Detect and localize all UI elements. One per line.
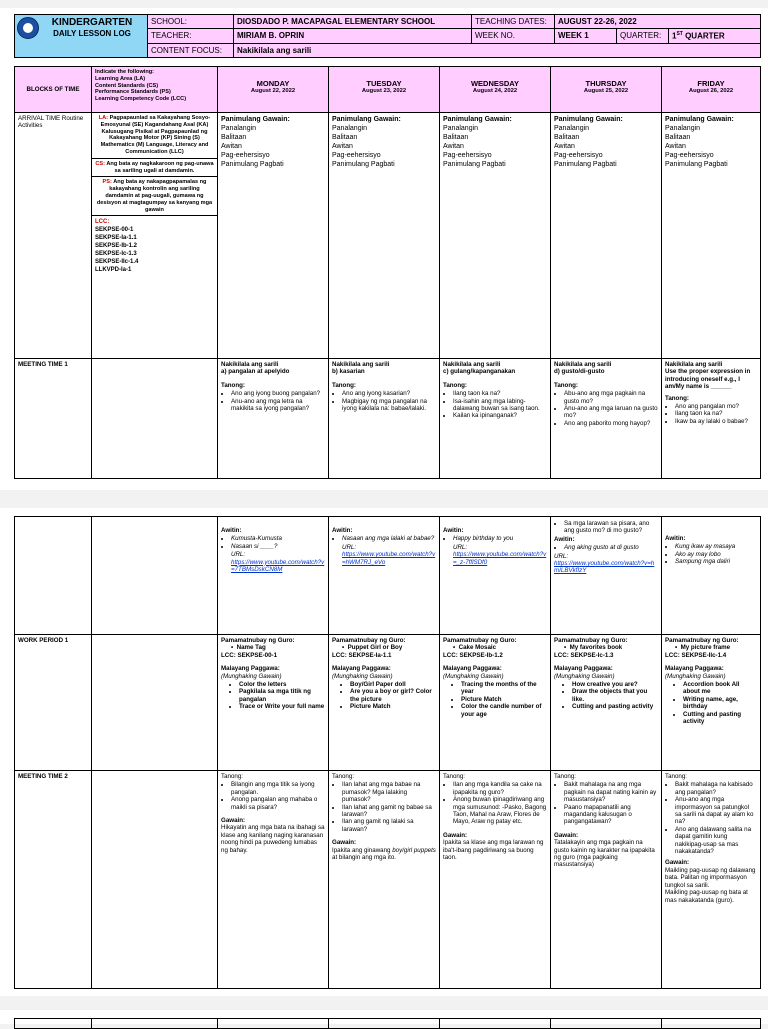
header-table (14, 14, 761, 58)
teaching-dates-value: AUGUST 22-26, 2022 (555, 15, 761, 29)
awitin-wednesday: Awitin: • Happy birthday to you URL: https://www.youtube.com/watch?v=_z-7fflSDf0 (440, 517, 551, 635)
routine-thursday: Panimulang Gawain: Panalangin Balitaan Awitan Pag-eehersisyo Panimulang Pagbati (551, 113, 662, 359)
song-link-monday[interactable]: https://www.youtube.com/watch?v=7TBMsDskCN8M (231, 558, 325, 574)
meeting1-friday: Nakikilala ang sarili Use the proper expression in introducing oneself e.g., I am/My name is ______ Tanong: • Ano ang pangalan mo? • Ilang taon ka na? • Ikaw ba ay lalaki o babae? (662, 359, 761, 479)
quarter-label: QUARTER: (617, 29, 669, 44)
day-header-tuesday: TUESDAY August 23, 2022 (329, 67, 440, 113)
meeting2-wednesday: Tanong: • Ilan ang mga kandila sa cake na ipapakita ng guro? • Anong buwan ipinagdiriwang ang mga sumusunod: -Pasko, Bagong Taon, Mahal na Araw, Flores de Mayo, Araw ng patay etc. Gawain: Ipakita sa klase ang mga larawan ng iba't-ibang pagdiriwang sa buong taon. (440, 771, 551, 989)
meeting2-standards-cell (92, 771, 218, 989)
meeting2-friday: Tanong: • Bakit mahalaga na kabisado ang pangalan? • Anu-ano ang mga impormasyon sa patungkol sa sarili na dapat ay alam ko na? • Ano ang dalawang salita na dapat gamitin kung nakikipag-usap sa mas nakakatanda? Gawain: Maikling pag-uusap ng dalawang bata. Palitan ng impormasyon tungkol sa sarili. Maikling pag-uusap ng bata at mas nakakatanda (guro). (662, 771, 761, 989)
meeting1-standards-cell (92, 359, 218, 479)
day-header-monday: MONDAY August 22, 2022 (218, 67, 329, 113)
meeting1-wednesday: Nakikilala ang sarili c) gulang/kapanganakan Tanong: • Ilang taon ka na? • Isa-isahin ang mga labing-dalawang buwan sa isang taon. • Kailan ka ipinanganak? (440, 359, 551, 479)
awitin-friday: Awitin: • Kung ikaw ay masaya • Ako ay may lobo • Sampung mga daliri (662, 517, 761, 635)
awitin-standards-cell (92, 517, 218, 635)
lcc-list: LCC: SEKPSE-00-1 SEKPSE-Ia-1.1 SEKPSE-Ib-1.2 SEKPSE-Ic-1.3 SEKPSE-IIc-1.4 LLKVPD-Ia-1 (95, 219, 139, 274)
day-header-thursday: THURSDAY August 25, 2022 (551, 67, 662, 113)
meeting2-tuesday: Tanong: • Ilan lahat ang mga babae na pumasok? Mga lalaking pumasok? • Ilan lahat ang gamit ng babae sa larawan? • Ilan ang gamit ng lalaki sa larawan? Gawain: Ipakita ang ginawang boy/girl puppets at bilangin ang mga ito. (329, 771, 440, 989)
lesson-table-1 (14, 66, 761, 479)
routine-monday: Panimulang Gawain: Panalangin Balitaan Awitan Pag-eehersisyo Panimulang Pagbati (218, 113, 329, 359)
work1-friday: Pamamatnubay ng Guro: • My picture frame LCC: SEKPSE-IIc-1.4 Malayang Paggawa: (Munghaking Gawain) • Accordion book All about me • Writing name, age, birthday • Cutting and pasting activity (662, 635, 761, 771)
content-focus-label: CONTENT FOCUS: (148, 43, 234, 57)
awitin-monday: Awitin: • Kumusta-Kumusta • Nasaan si ____? URL: https://www.youtube.com/watch?v=7TBMsDskCN8M (218, 517, 329, 635)
awitin-tuesday: Awitin: • Nasaan ang mga lalaki at babae? URL: https://www.youtube.com/watch?v=hWM7RJ_eVo (329, 517, 440, 635)
awitin-block-cell (15, 517, 92, 635)
quarter-value: 1ST QUARTER (669, 29, 761, 44)
indicate-header: Indicate the following: Learning Area (LA) Content Standards (CS) Performance Standards (PS) Learning Competency Code (LCC) (92, 67, 218, 113)
awitin-thursday: • Sa mga larawan sa pisara, ano ang gusto mo? di mo gusto? Awitin: • Ang aking gusto at di gusto URL: https://www.youtube.com/watch?v=hmILBVkfIzY (551, 517, 662, 635)
standards-cell: LA: Pagpapaunlad sa Kakayahang Sosyo-Emosyunal (SE) Kagandahang Asal (KA) Kalusugang Pisikal at Pagpapaunlad ng Kakayahang Motor (KP) Sining (S) Mathematics (M) Language, Literacy and Communication (LLC) CS: Ang bata ay nagkakaroon ng pag-unawa sa sariling ugali at damdamin. PS: Ang bata ay nakapagpapamalas ng kakayahang kontrolin ang sariling damdamin at pag-uugali, gumawa ng desisyon at magtagumpay sa kanyang mga gawain LCC: SEKPSE-00-1 SEKPSE-Ia-1.1 SEKPSE-Ib-1.2 SEKPSE-Ic-1.3 SEKPSE-IIc-1.4 LLKVPD-Ia-1 (92, 113, 218, 359)
log-subtitle: DAILY LESSON LOG (53, 29, 131, 38)
work1-wednesday: Pamamatnubay ng Guro: • Cake Mosaic LCC: SEKPSE-Ib-1.2 Malayang Paggawa: (Munghaking Gawain) • Tracing the months of the year • Picture Match • Color the candle number of your age (440, 635, 551, 771)
work1-tuesday: Pamamatnubay ng Guro: • Puppet Girl or Boy LCC: SEKPSE-Ia-1.1 Malayang Paggawa: (Munghaking Gawain) • Boy/Girl Paper doll • Are you a boy or girl? Color the picture • Picture Match (329, 635, 440, 771)
block-work-period-1: WORK PERIOD 1 (15, 635, 92, 771)
work1-monday: Pamamatnubay ng Guro: • Name Tag LCC: SEKPSE-00-1 Malayang Paggawa: (Munghaking Gawain) • Color the letters • Pagkilala sa mga titik ng pangalan • Trace or Write your full name (218, 635, 329, 771)
song-link-tuesday[interactable]: https://www.youtube.com/watch?v=hWM7RJ_eVo (342, 551, 436, 566)
block-meeting-time-1: MEETING TIME 1 (15, 359, 92, 479)
work1-standards-cell (92, 635, 218, 771)
school-value: DIOSDADO P. MACAPAGAL ELEMENTARY SCHOOL (234, 15, 472, 29)
content-standard-text: Ang bata ay nagkakaroon ng pag-unawa sa sariling ugali at damdamin. (106, 160, 214, 174)
content-focus-value: Nakikilala ang sarili (234, 43, 761, 57)
routine-tuesday: Panimulang Gawain: Panalangin Balitaan Awitan Pag-eehersisyo Panimulang Pagbati (329, 113, 440, 359)
lesson-table-2 (14, 516, 761, 989)
performance-standard-text: Ang bata ay nakapagpapamalas ng kakayahang kontrolin ang sariling damdamin at pag-uugali, gumawa ng desisyon at magtagumpay sa kanyang mga gawain (96, 179, 213, 213)
block-meeting-time-2: MEETING TIME 2 (15, 771, 92, 989)
routine-friday: Panimulang Gawain: Panalangin Balitaan Awitan Pag-eehersisyo Panimulang Pagbati (662, 113, 761, 359)
learning-area-text: Pagpapaunlad sa Kakayahang Sosyo-Emosyunal (SE) Kagandahang Asal (KA) Kalusugang Pisikal at Pagpapaunlad ng Kakayahang Motor (KP) Sining (S) Mathematics (M) Language, Literacy and Communication (LLC) (100, 115, 211, 155)
week-value: WEEK 1 (555, 29, 617, 44)
page-2 (0, 508, 768, 996)
page-3 (0, 1010, 768, 1024)
log-title: KINDERGARTEN (51, 17, 133, 28)
deped-seal-icon (17, 17, 39, 39)
header-logo-cell (15, 15, 148, 58)
routine-wednesday: Panimulang Gawain: Panalangin Balitaan Awitan Pag-eehersisyo Panimulang Pagbati (440, 113, 551, 359)
meeting2-thursday: Tanong: • Bakit mahalaga na ang mga pagkain na dapat nating kainin ay masustansiya? • Paano mapapanatili ang magandang kalusugan o pangangatawan? Gawain: Tatalakayin ang mga pagkain na gusto kainin ng karakter na ipapakita ng guro (mga pagkaing masustansiya) (551, 771, 662, 989)
page-1 (0, 8, 768, 490)
teacher-label: TEACHER: (148, 29, 234, 44)
day-header-friday: FRIDAY August 26, 2022 (662, 67, 761, 113)
teaching-dates-label: TEACHING DATES: (472, 15, 555, 29)
meeting1-tuesday: Nakikilala ang sarili b) kasarian Tanong: • Ano ang iyong kasarian? • Magbigay ng mga pangalan na iyong kakilala na: babae/lalaki. (329, 359, 440, 479)
blocks-of-time-header: BLOCKS OF TIME (15, 67, 92, 113)
song-link-wednesday[interactable]: https://www.youtube.com/watch?v=_z-7fflSDf0 (453, 551, 547, 566)
day-header-wednesday: WEDNESDAY August 24, 2022 (440, 67, 551, 113)
song-link-thursday[interactable]: https://www.youtube.com/watch?v=hmILBVkfIzY (554, 560, 655, 575)
meeting1-monday: Nakikilala ang sarili a) pangalan at apelyido Tanong: • Ano ang iyong buong pangalan? • Anu-ano ang mga letra na makikita sa iyong pangalan? (218, 359, 329, 479)
block-arrival-time: ARRIVAL TIME Routine Activities (15, 113, 92, 359)
teacher-value: MIRIAM B. OPRIN (234, 29, 472, 44)
meeting1-thursday: Nakikilala ang sarili d) gusto/di-gusto Tanong: • Abu-ano ang mga pagkain na gusto mo? • Anu-ano ang mga laruan na gusto mo? • Ano ang paborito mong hayop? (551, 359, 662, 479)
work1-thursday: Pamamatnubay ng Guro: • My favorites book LCC: SEKPSE-Ic-1.3 Malayang Paggawa: (Munghaking Gawain) • How creative you are? • Draw the objects that you like. • Cutting and pasting activity (551, 635, 662, 771)
week-no-label: WEEK NO. (472, 29, 555, 44)
school-label: SCHOOL: (148, 15, 234, 29)
meeting2-monday: Tanong: • Bilangin ang mga titik sa iyong pangalan. • Anong pangalan ang mahaba o maikli sa pisara? Gawain: Hikayatin ang mga bata na ibahagi sa klase ang kanilang naging karanasan noong hindi pa puwedeng lumabas ng bahay. (218, 771, 329, 989)
